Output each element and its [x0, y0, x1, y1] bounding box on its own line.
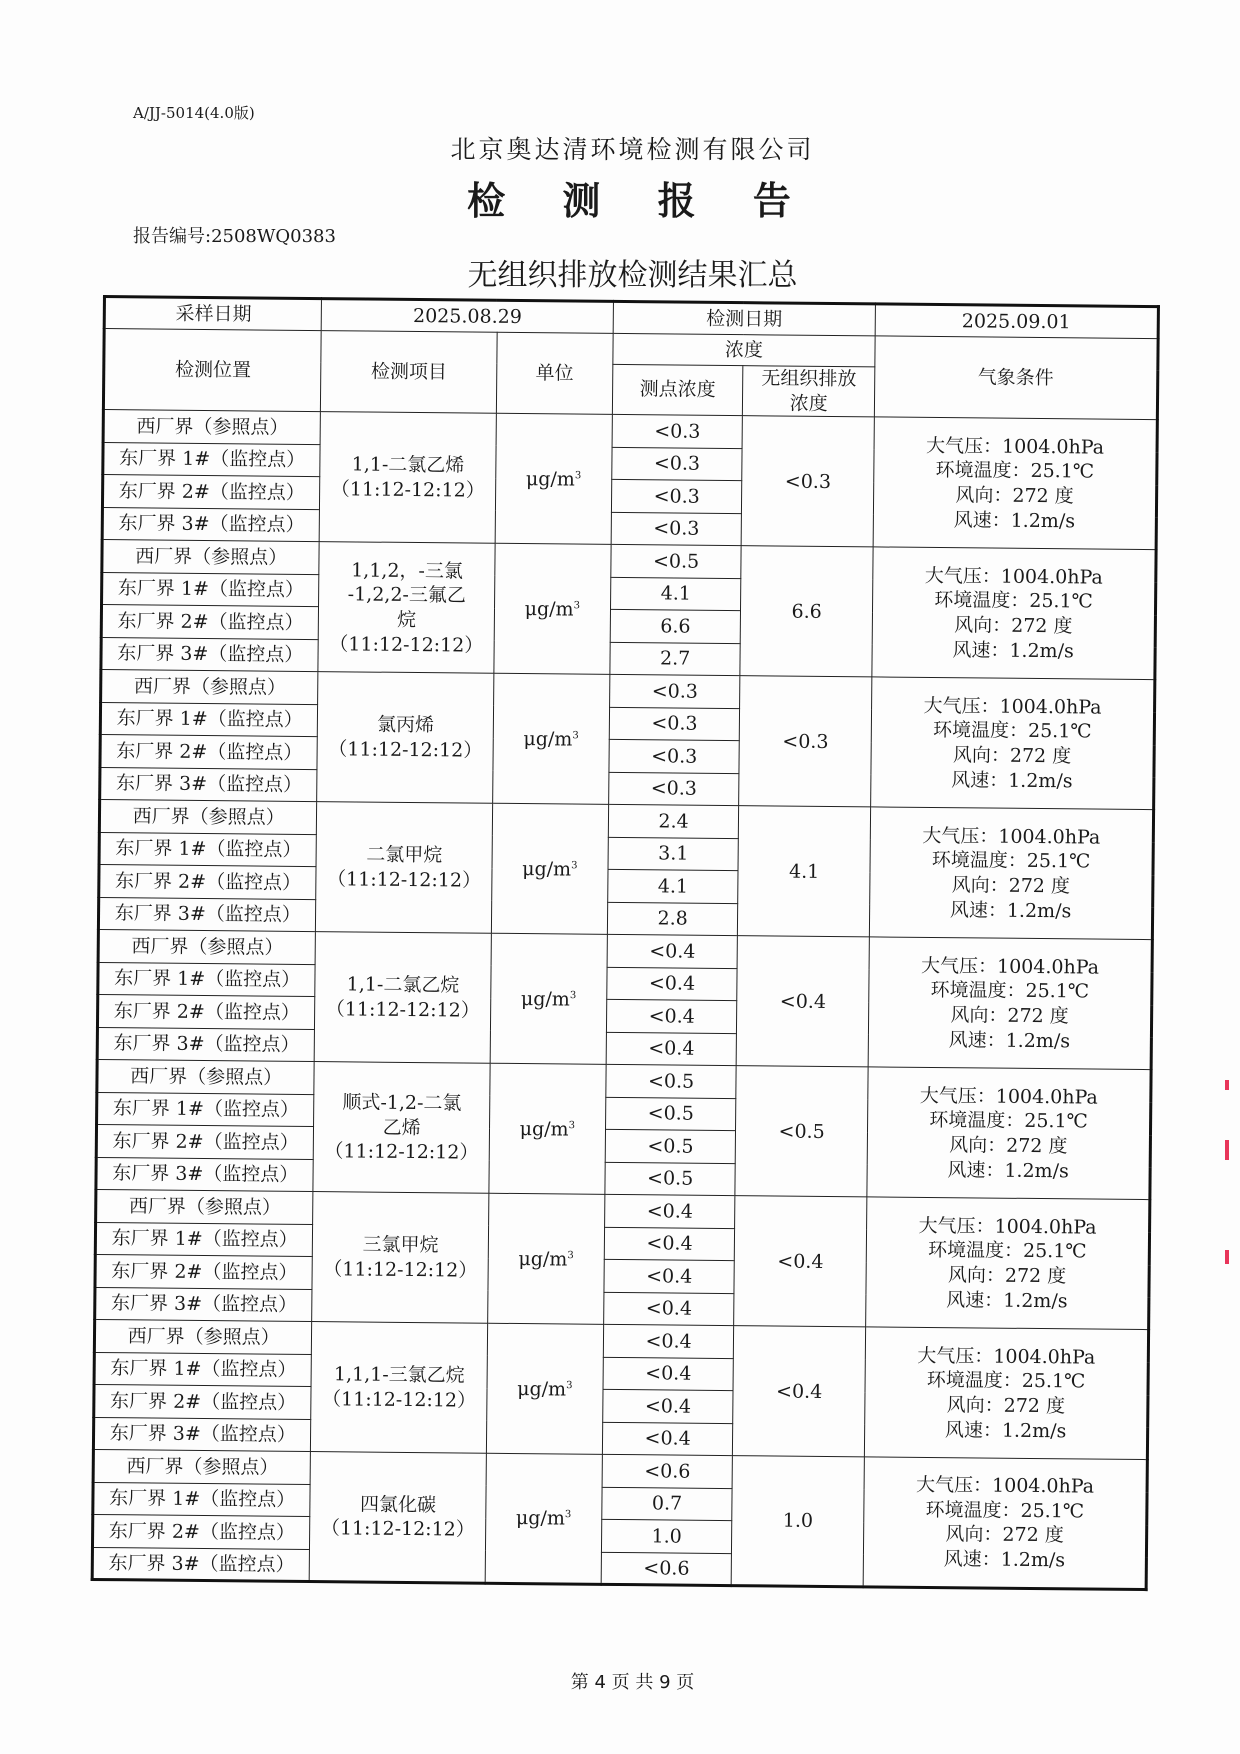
col-header-location: 检测位置 — [103, 329, 321, 412]
location-cell: 东厂界 2#（监控点） — [94, 1385, 312, 1420]
fugitive-concentration-cell: <0.4 — [734, 1196, 867, 1327]
point-concentration-cell: <0.4 — [607, 967, 738, 1001]
weather-wind-dir: 风向：272 度 — [945, 1523, 1064, 1547]
weather-cell — [872, 547, 1156, 680]
test-item-line: -1,2,2-三氟乙 — [347, 583, 467, 607]
point-concentration-cell: <0.6 — [602, 1455, 733, 1489]
location-cell: 东厂界 2#（监控点） — [102, 475, 320, 510]
weather-temperature: 环境温度：25.1℃ — [935, 459, 1095, 483]
location-cell: 东厂界 1#（监控点） — [98, 962, 316, 997]
stamp-fragment — [1225, 1080, 1229, 1090]
location-cell: 东厂界 3#（监控点） — [92, 1547, 310, 1582]
weather-pressure: 大气压：1004.0hPa — [922, 824, 1101, 849]
weather-pressure: 大气压：1004.0hPa — [924, 564, 1103, 589]
weather-wind-speed: 风速：1.2m/s — [951, 768, 1073, 792]
table-title: 无组织排放检测结果汇总 — [467, 258, 798, 293]
weather-cell — [867, 1067, 1151, 1200]
col-header-concentration: 浓度 — [613, 333, 875, 367]
test-item-line: 乙烯 — [382, 1116, 421, 1139]
weather-cell — [869, 807, 1153, 940]
unit-cell — [486, 1324, 603, 1455]
weather-cell — [873, 417, 1157, 550]
unit-text: μg/m — [515, 1507, 566, 1530]
col-header-fugitive-conc — [743, 366, 875, 418]
weather-wind-dir: 风向：272 度 — [952, 744, 1072, 768]
point-concentration-cell: <0.4 — [604, 1260, 735, 1294]
weather-temperature: 环境温度：25.1℃ — [930, 979, 1090, 1003]
point-concentration-cell: <0.3 — [608, 772, 739, 806]
unit-cell — [491, 804, 608, 935]
test-item-cell — [310, 1452, 487, 1584]
location-cell: 东厂界 3#（监控点） — [93, 1417, 311, 1452]
sampling-date-value: 2025.08.29 — [322, 299, 614, 334]
test-item-line: （11:12-12:12） — [323, 1258, 478, 1282]
test-item-line: （11:12-12:12） — [327, 868, 482, 892]
location-cell: 西厂界（参照点） — [103, 410, 321, 445]
point-concentration-cell: <0.4 — [604, 1227, 735, 1261]
fugitive-concentration-cell: 1.0 — [732, 1456, 865, 1587]
weather-cell — [863, 1457, 1147, 1590]
weather-pressure: 大气压：1004.0hPa — [917, 1344, 1096, 1369]
weather-wind-speed: 风速：1.2m/s — [949, 898, 1072, 922]
location-cell: 东厂界 2#（监控点） — [101, 605, 319, 640]
test-item-cell — [320, 412, 497, 544]
weather-wind-speed: 风速：1.2m/s — [953, 508, 1076, 532]
location-cell: 东厂界 1#（监控点） — [94, 1352, 312, 1387]
weather-temperature: 环境温度：25.1℃ — [934, 589, 1093, 613]
point-concentration-cell: <0.5 — [611, 545, 742, 579]
fugitive-header-line2: 浓度 — [789, 392, 828, 415]
test-item-line: （11:12-12:12） — [325, 998, 480, 1022]
point-concentration-cell: 2.4 — [608, 805, 739, 839]
location-cell: 东厂界 1#（监控点） — [95, 1222, 313, 1257]
col-header-item: 检测项目 — [321, 331, 497, 414]
test-item-line: 四氯化碳 — [359, 1493, 437, 1516]
point-concentration-cell: <0.6 — [601, 1552, 732, 1586]
test-item-line: （11:12-12:12） — [328, 738, 483, 762]
weather-temperature: 环境温度：25.1℃ — [932, 719, 1092, 743]
point-concentration-cell: <0.4 — [607, 935, 738, 969]
point-concentration-cell: <0.4 — [603, 1357, 734, 1391]
point-concentration-cell: <0.4 — [606, 1032, 737, 1066]
weather-temperature: 环境温度：25.1℃ — [931, 849, 1091, 873]
location-cell: 东厂界 3#（监控点） — [97, 1027, 315, 1062]
location-cell: 东厂界 1#（监控点） — [102, 572, 320, 607]
weather-pressure: 大气压：1004.0hPa — [915, 1473, 1095, 1498]
unit-text: μg/m — [523, 727, 573, 751]
weather-temperature: 环境温度：25.1℃ — [925, 1498, 1085, 1523]
location-cell: 东厂界 2#（监控点） — [100, 735, 318, 770]
location-cell: 东厂界 2#（监控点） — [92, 1515, 310, 1550]
test-item-line: （11:12-12:12） — [330, 478, 485, 502]
location-cell: 东厂界 3#（监控点） — [102, 507, 320, 542]
weather-pressure: 大气压：1004.0hPa — [920, 954, 1100, 979]
point-concentration-cell: 1.0 — [601, 1520, 732, 1554]
location-cell: 东厂界 3#（监控点） — [101, 637, 319, 672]
unit-cell — [494, 544, 611, 675]
location-cell: 西厂界（参照点） — [96, 1190, 314, 1225]
unit-superscript: 3 — [564, 1509, 572, 1521]
weather-cell — [871, 677, 1155, 810]
point-concentration-cell: <0.3 — [609, 707, 740, 741]
weather-wind-dir: 风向：272 度 — [949, 1134, 1068, 1158]
form-code: A/JJ-5014(4.0版) — [133, 104, 255, 122]
weather-wind-dir: 风向：272 度 — [951, 874, 1071, 898]
location-cell: 东厂界 1#（监控点） — [99, 832, 317, 867]
location-cell: 西厂界（参照点） — [94, 1320, 312, 1355]
unit-superscript: 3 — [567, 1249, 574, 1261]
location-cell: 东厂界 1#（监控点） — [103, 442, 321, 477]
location-cell: 东厂界 3#（监控点） — [100, 767, 318, 802]
fugitive-concentration-cell: <0.4 — [733, 1326, 866, 1457]
unit-superscript: 3 — [566, 1379, 573, 1391]
stamp-fragment — [1225, 1140, 1229, 1160]
unit-superscript: 3 — [569, 989, 577, 1001]
test-item-cell — [312, 1192, 489, 1324]
test-item-cell — [313, 1062, 490, 1194]
weather-cell — [868, 937, 1152, 1070]
weather-cell — [864, 1327, 1148, 1460]
location-cell: 东厂界 2#（监控点） — [96, 1125, 314, 1160]
test-item-line: 1,1,1-三氯乙烷 — [333, 1363, 465, 1387]
test-item-line: （11:12-12:12） — [322, 1388, 477, 1412]
test-item-line: 三氯甲烷 — [362, 1233, 439, 1257]
weather-wind-dir: 风向：272 度 — [950, 1004, 1069, 1028]
point-concentration-cell: <0.4 — [603, 1390, 734, 1424]
company-name: 北京奥达清环境检测有限公司 — [450, 135, 815, 164]
fugitive-concentration-cell: <0.3 — [739, 676, 872, 807]
weather-pressure: 大气压：1004.0hPa — [925, 434, 1105, 459]
location-cell: 东厂界 1#（监控点） — [93, 1482, 311, 1517]
unit-cell — [492, 674, 609, 805]
unit-text: μg/m — [519, 1117, 569, 1141]
point-concentration-cell: <0.3 — [611, 512, 742, 546]
location-cell: 西厂界（参照点） — [102, 540, 320, 575]
point-concentration-cell: <0.4 — [603, 1292, 734, 1326]
weather-wind-dir: 风向：272 度 — [946, 1394, 1066, 1418]
unit-cell — [485, 1454, 602, 1585]
point-concentration-cell: <0.5 — [605, 1162, 736, 1196]
point-concentration-cell: 6.6 — [610, 610, 741, 644]
fugitive-concentration-cell: <0.4 — [737, 936, 870, 1067]
point-concentration-cell: <0.4 — [603, 1325, 734, 1359]
weather-wind-speed: 风速：1.2m/s — [946, 1288, 1068, 1312]
weather-wind-speed: 风速：1.2m/s — [943, 1548, 1066, 1572]
test-item-cell — [317, 672, 494, 804]
point-concentration-cell: <0.3 — [611, 480, 742, 514]
unit-text: μg/m — [520, 987, 570, 1011]
test-item-line: 烷 — [396, 608, 417, 631]
unit-cell — [490, 934, 607, 1065]
point-concentration-cell: <0.4 — [604, 1195, 735, 1229]
unit-superscript: 3 — [573, 599, 581, 611]
weather-wind-speed: 风速：1.2m/s — [947, 1158, 1069, 1182]
point-concentration-cell: 2.8 — [607, 902, 738, 936]
weather-temperature: 环境温度：25.1℃ — [929, 1109, 1088, 1133]
test-item-line: 1,1,2，-三氯 — [351, 558, 464, 582]
test-item-cell — [318, 542, 495, 674]
location-cell: 西厂界（参照点） — [99, 800, 317, 835]
fugitive-header-line1: 无组织排放 — [761, 367, 857, 391]
unit-cell — [489, 1064, 606, 1195]
fugitive-concentration-cell: 6.6 — [740, 546, 873, 677]
point-concentration-cell: <0.5 — [605, 1097, 736, 1131]
weather-wind-speed: 风速：1.2m/s — [948, 1028, 1071, 1052]
weather-temperature: 环境温度：25.1℃ — [926, 1369, 1086, 1393]
location-cell: 西厂界（参照点） — [101, 670, 319, 705]
point-concentration-cell: <0.3 — [612, 415, 743, 449]
test-date-value: 2025.09.01 — [875, 304, 1158, 339]
test-item-line: 1,1-二氯乙烷 — [346, 973, 460, 997]
weather-wind-dir: 风向：272 度 — [955, 484, 1074, 508]
location-cell: 东厂界 1#（监控点） — [100, 702, 318, 737]
point-concentration-cell: <0.5 — [606, 1065, 737, 1099]
location-cell: 东厂界 2#（监控点） — [95, 1255, 313, 1290]
weather-wind-speed: 风速：1.2m/s — [952, 638, 1074, 662]
location-cell: 西厂界（参照点） — [97, 1060, 315, 1095]
weather-cell — [866, 1197, 1150, 1330]
test-item-line: 1,1-二氯乙烯 — [351, 453, 465, 477]
point-concentration-cell: 0.7 — [602, 1487, 733, 1521]
test-item-line: 二氯甲烷 — [366, 843, 443, 867]
unit-text: μg/m — [517, 1377, 567, 1401]
location-cell: 东厂界 3#（监控点） — [96, 1157, 314, 1192]
point-concentration-cell: <0.3 — [609, 740, 740, 774]
weather-pressure: 大气压：1004.0hPa — [919, 1084, 1098, 1109]
point-concentration-cell: <0.4 — [602, 1422, 733, 1456]
point-concentration-cell: 4.1 — [608, 870, 739, 904]
page-number: 第 4 页 共 9 页 — [570, 1672, 695, 1693]
test-item-cell — [315, 932, 492, 1064]
test-date-label: 检测日期 — [613, 301, 875, 336]
fugitive-concentration-cell: <0.3 — [742, 416, 875, 547]
test-item-line: 顺式-1,2-二氯 — [342, 1091, 462, 1115]
weather-pressure: 大气压：1004.0hPa — [918, 1214, 1097, 1239]
location-cell: 东厂界 2#（监控点） — [97, 995, 315, 1030]
unit-superscript: 3 — [574, 469, 582, 481]
point-concentration-cell: <0.5 — [605, 1130, 736, 1164]
point-concentration-cell: <0.3 — [609, 675, 740, 709]
unit-superscript: 3 — [572, 729, 579, 741]
unit-cell — [488, 1194, 605, 1325]
test-item-line: （11:12-12:12） — [324, 1140, 479, 1164]
col-header-weather: 气象条件 — [874, 336, 1158, 420]
document-title: 检 测 报 告 — [467, 179, 813, 223]
location-cell: 西厂界（参照点） — [98, 930, 316, 965]
point-concentration-cell: <0.3 — [612, 447, 743, 481]
weather-wind-speed: 风速：1.2m/s — [944, 1418, 1067, 1442]
weather-temperature: 环境温度：25.1℃ — [927, 1239, 1087, 1263]
location-cell: 东厂界 3#（监控点） — [95, 1287, 313, 1322]
unit-superscript: 3 — [571, 859, 578, 871]
fugitive-concentration-cell: 4.1 — [738, 806, 871, 937]
weather-pressure: 大气压：1004.0hPa — [923, 694, 1102, 719]
weather-wind-dir: 风向：272 度 — [954, 614, 1073, 638]
stamp-fragment — [1225, 1250, 1229, 1264]
unit-text: μg/m — [522, 857, 572, 881]
results-table — [91, 295, 1160, 1591]
location-cell: 东厂界 3#（监控点） — [98, 897, 316, 932]
test-item-line: （11:12-12:12） — [329, 632, 484, 657]
unit-text: μg/m — [518, 1247, 568, 1271]
fugitive-concentration-cell: <0.5 — [735, 1066, 868, 1197]
col-header-point-conc: 测点浓度 — [612, 364, 743, 416]
col-header-unit: 单位 — [496, 332, 613, 414]
test-item-cell — [316, 802, 493, 934]
test-item-line: 氯丙烯 — [376, 713, 435, 737]
unit-cell — [495, 414, 612, 545]
location-cell: 西厂界（参照点） — [93, 1450, 311, 1485]
point-concentration-cell: 2.7 — [610, 642, 741, 676]
unit-text: μg/m — [524, 597, 574, 621]
test-item-line: （11:12-12:12） — [320, 1517, 475, 1542]
test-item-cell — [311, 1322, 488, 1454]
location-cell: 东厂界 1#（监控点） — [97, 1092, 315, 1127]
point-concentration-cell: 3.1 — [608, 837, 739, 871]
point-concentration-cell: 4.1 — [610, 577, 741, 611]
report-number: 报告编号:2508WQ0383 — [133, 226, 336, 247]
unit-superscript: 3 — [568, 1119, 576, 1131]
location-cell: 东厂界 2#（监控点） — [99, 865, 317, 900]
weather-wind-dir: 风向：272 度 — [947, 1264, 1067, 1288]
point-concentration-cell: <0.4 — [606, 1000, 737, 1034]
sampling-date-label: 采样日期 — [104, 297, 322, 331]
unit-text: μg/m — [525, 467, 575, 491]
